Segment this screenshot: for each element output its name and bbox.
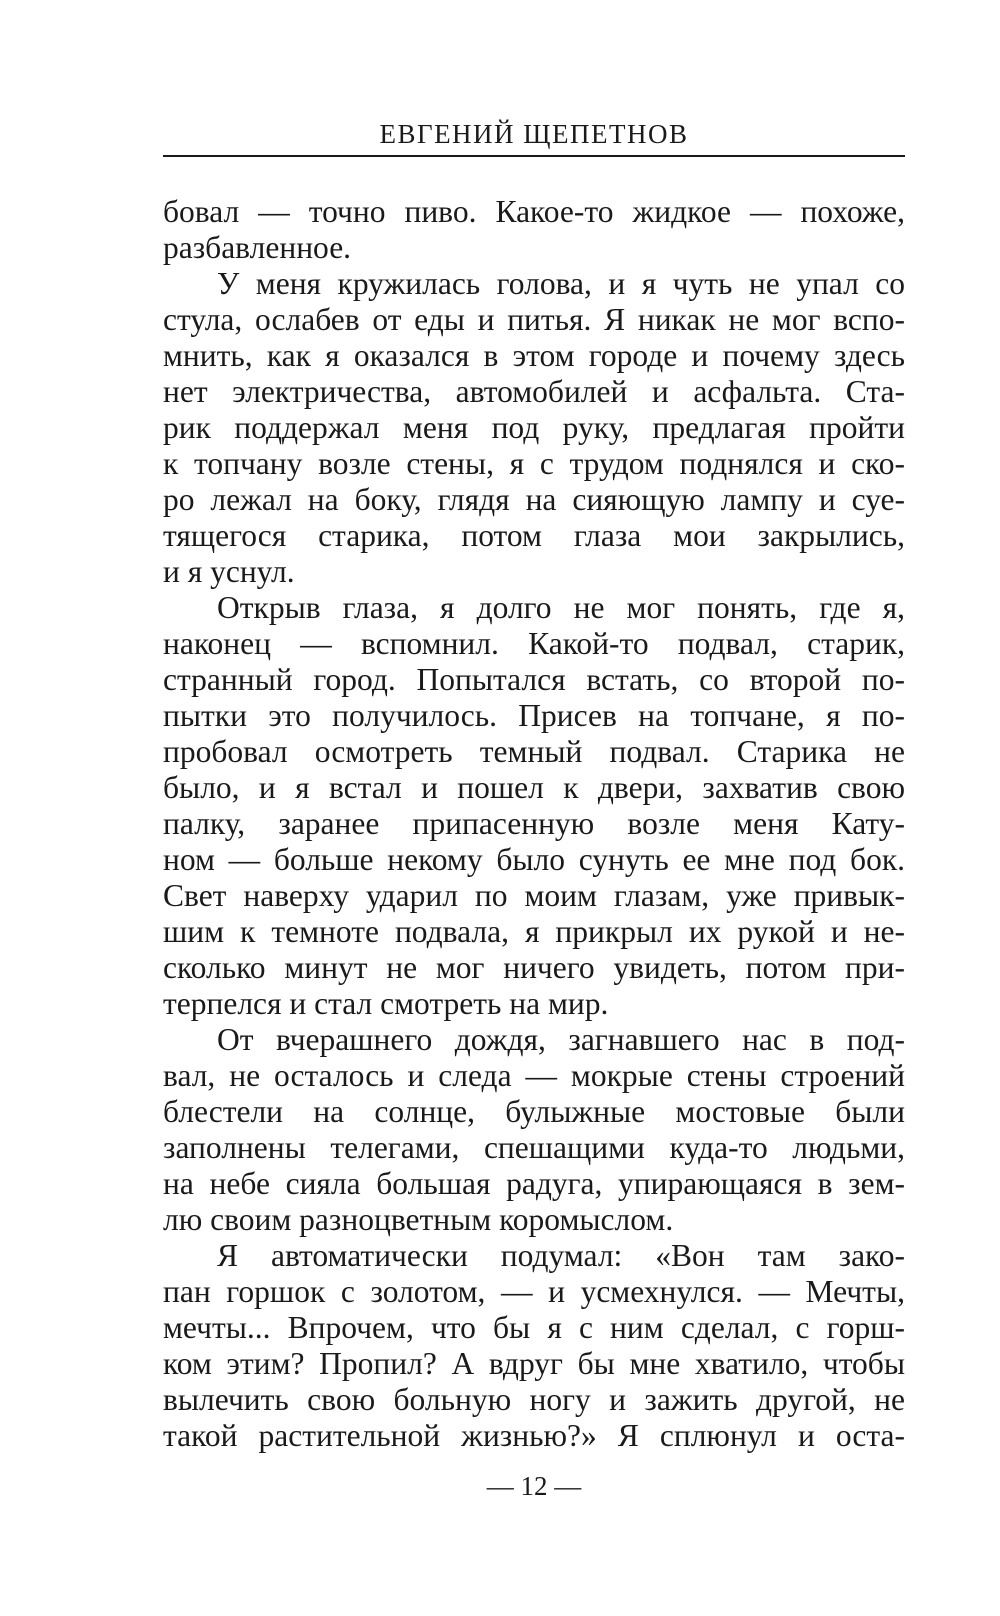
text-line: странный город. Попытался встать, со второй по- <box>163 662 905 697</box>
text-line: пробовал осмотреть темный подвал. Старика не <box>163 734 905 769</box>
running-head-author: ЕВГЕНИЙ ЩЕПЕТНОВ <box>379 119 689 149</box>
text-line: тящегося старика, потом глаза мои закрылись, <box>163 518 905 553</box>
text-line: Открыв глаза, я долго не мог понять, где я, <box>217 590 905 625</box>
text-line: Я автоматически подумал: «Вон там зако- <box>217 1238 905 1273</box>
text-line: мечты... Впрочем, что бы я с ним сделал, с горш- <box>163 1310 905 1345</box>
text-line: вал, не осталось и следа — мокрые стены строений <box>163 1058 905 1093</box>
text-line: пытки это получилось. Присев на топчане, я по- <box>163 698 905 733</box>
text-line: терпелся и стал смотреть на мир. <box>163 986 609 1021</box>
text-line: мнить, как я оказался в этом городе и почему здесь <box>163 338 905 373</box>
text-line: палку, заранее припасенную возле меня Кату- <box>163 806 905 841</box>
page-number: — 12 — <box>486 1471 582 1501</box>
text-line: нет электричества, автомобилей и асфальта. Ста- <box>163 374 905 409</box>
text-line: пан горшок с золотом, — и усмехнулся. — Мечты, <box>163 1274 905 1309</box>
text-line: и я уснул. <box>163 554 295 589</box>
body-text <box>163 194 905 1454</box>
text-line: Свет наверху ударил по моим глазам, уже привык- <box>163 878 905 913</box>
text-line: на небе сияла большая радуга, упирающаяся в зем- <box>163 1166 905 1201</box>
header-rule <box>163 155 905 157</box>
text-line: такой растительной жизнью?» Я сплюнул и оста- <box>163 1418 905 1453</box>
text-line: к топчану возле стены, я с трудом поднялся и ско- <box>163 446 905 481</box>
text-line: разбавленное. <box>163 230 352 265</box>
text-line: блестели на солнце, булыжные мостовые были <box>163 1094 905 1129</box>
text-line: стула, ослабев от еды и питья. Я никак не мог вспо- <box>163 302 905 337</box>
text-line: лю своим разноцветным коромыслом. <box>163 1202 674 1237</box>
text-line: вылечить свою больную ногу и зажить другой, не <box>163 1382 905 1417</box>
text-line: От вчерашнего дождя, загнавшего нас в под- <box>217 1022 905 1057</box>
text-line: наконец — вспомнил. Какой-то подвал, старик, <box>163 626 905 661</box>
text-line: сколько минут не мог ничего увидеть, потом при- <box>163 950 905 985</box>
text-line: рик поддержал меня под руку, предлагая пройти <box>163 410 905 445</box>
text-line: бовал — точно пиво. Какое-то жидкое — похоже, <box>163 194 905 229</box>
text-line: заполнены телегами, спешащими куда-то людьми, <box>163 1130 905 1165</box>
text-line: ком этим? Пропил? А вдруг бы мне хватило, чтобы <box>163 1346 905 1381</box>
text-line: ро лежал на боку, глядя на сияющую лампу и суе- <box>163 482 905 517</box>
text-line: ном — больше некому было сунуть ее мне под бок. <box>163 842 905 877</box>
text-line: шим к темноте подвала, я прикрыл их рукой и не- <box>163 914 905 949</box>
text-line: У меня кружилась голова, и я чуть не упал со <box>217 266 905 301</box>
text-line: было, и я встал и пошел к двери, захватив свою <box>163 770 905 805</box>
